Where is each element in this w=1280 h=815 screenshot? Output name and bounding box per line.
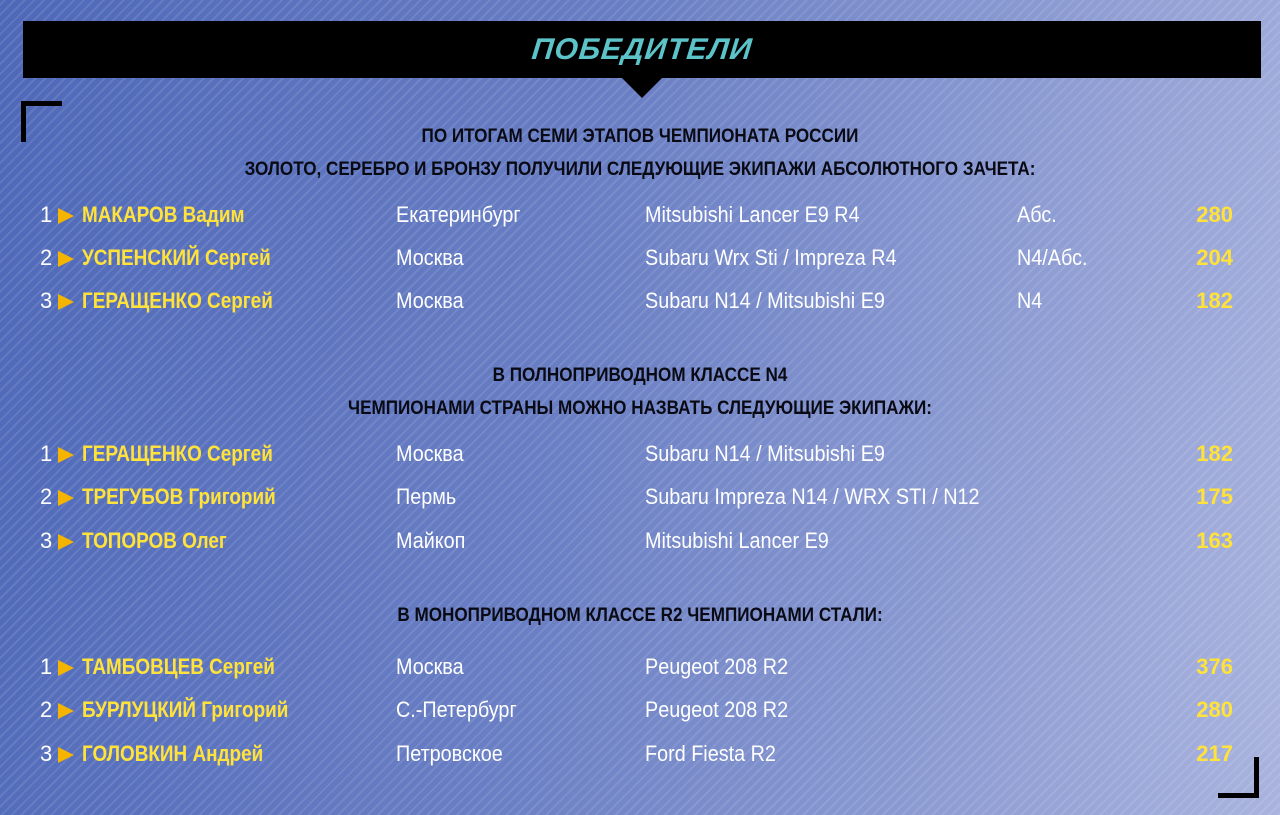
- table-row: [0, 241, 1280, 275]
- driver-points: 280: [1196, 202, 1233, 227]
- driver-points: 204: [1196, 245, 1233, 270]
- heading-line: ЧЕМПИОНАМИ СТРАНЫ МОЖНО НАЗВАТЬ СЛЕДУЮЩИЕ ЭКИПАЖИ:: [348, 398, 932, 419]
- driver-name: ГЕРАЩЕНКО Сергей: [82, 441, 273, 466]
- table-row: [0, 524, 1280, 558]
- position-number: 2: [40, 484, 53, 509]
- table-row: [0, 650, 1280, 684]
- heading-line: ПО ИТОГАМ СЕМИ ЭТАПОВ ЧЕМПИОНАТА РОССИИ: [421, 126, 859, 147]
- table-row: [0, 737, 1280, 771]
- driver-name: ТАМБОВЦЕВ Сергей: [82, 654, 275, 679]
- position-number: 1: [40, 202, 53, 227]
- position-number: 3: [40, 288, 53, 313]
- driver-name: БУРЛУЦКИЙ Григорий: [82, 697, 289, 722]
- play-arrow-icon: [58, 703, 74, 719]
- driver-class: Абс.: [1017, 202, 1057, 227]
- driver-car: Subaru Impreza N14 / WRX STI / N12: [645, 484, 980, 509]
- table-row: [0, 693, 1280, 727]
- section-heading-n4: [64, 359, 1216, 425]
- play-arrow-icon: [58, 747, 74, 763]
- play-arrow-icon: [58, 660, 74, 676]
- driver-city: Москва: [396, 288, 464, 313]
- position-number: 3: [40, 741, 53, 766]
- driver-city: Москва: [396, 441, 464, 466]
- driver-name: ТРЕГУБОВ Григорий: [82, 484, 276, 509]
- driver-points: 280: [1196, 697, 1233, 722]
- driver-car: Mitsubishi Lancer E9 R4: [645, 202, 860, 227]
- table-row: [0, 284, 1280, 318]
- play-arrow-icon: [58, 251, 74, 267]
- driver-car: Subaru Wrx Sti / Impreza R4: [645, 245, 897, 270]
- play-arrow-icon: [58, 534, 74, 550]
- driver-car: Subaru N14 / Mitsubishi E9: [645, 441, 885, 466]
- corner-bracket-top-left: [21, 101, 62, 142]
- driver-name: УСПЕНСКИЙ Сергей: [82, 245, 271, 270]
- position-number: 2: [40, 245, 53, 270]
- table-row: [0, 437, 1280, 471]
- play-arrow-icon: [58, 208, 74, 224]
- position-number: 2: [40, 697, 53, 722]
- driver-city: Пермь: [396, 484, 457, 509]
- driver-car: Peugeot 208 R2: [645, 654, 789, 679]
- driver-points: 182: [1196, 441, 1233, 466]
- driver-name: ГОЛОВКИН Андрей: [82, 741, 264, 766]
- driver-class: N4/Абс.: [1017, 245, 1088, 270]
- driver-city: С.-Петербург: [396, 697, 517, 722]
- section-heading-absolute: [64, 120, 1216, 186]
- driver-points: 182: [1196, 288, 1233, 313]
- play-arrow-icon: [58, 294, 74, 310]
- heading-line: В МОНОПРИВОДНОМ КЛАССЕ R2 ЧЕМПИОНАМИ СТАЛИ:: [397, 605, 883, 626]
- driver-car: Peugeot 208 R2: [645, 697, 789, 722]
- play-arrow-icon: [58, 447, 74, 463]
- play-arrow-icon: [58, 490, 74, 506]
- driver-points: 217: [1196, 741, 1233, 766]
- position-number: 1: [40, 654, 53, 679]
- driver-class: N4: [1017, 288, 1043, 313]
- driver-city: Майкоп: [396, 528, 466, 553]
- driver-city: Петровское: [396, 741, 503, 766]
- driver-points: 175: [1196, 484, 1233, 509]
- page-title: ПОБЕДИТЕЛИ: [530, 32, 754, 66]
- heading-line: ЗОЛОТО, СЕРЕБРО И БРОНЗУ ПОЛУЧИЛИ СЛЕДУЮЩИЕ ЭКИПАЖИ АБСОЛЮТНОГО ЗАЧЕТА:: [244, 159, 1036, 180]
- driver-name: ТОПОРОВ Олег: [82, 528, 227, 553]
- title-banner: [23, 21, 1261, 78]
- driver-points: 376: [1196, 654, 1233, 679]
- driver-city: Екатеринбург: [396, 202, 521, 227]
- table-row: [0, 480, 1280, 514]
- driver-name: МАКАРОВ Вадим: [82, 202, 245, 227]
- driver-car: Subaru N14 / Mitsubishi E9: [645, 288, 885, 313]
- driver-name: ГЕРАЩЕНКО Сергей: [82, 288, 273, 313]
- driver-city: Москва: [396, 245, 464, 270]
- driver-city: Москва: [396, 654, 464, 679]
- section-heading-r2: [64, 599, 1216, 632]
- driver-car: Mitsubishi Lancer E9: [645, 528, 829, 553]
- table-row: [0, 198, 1280, 232]
- driver-car: Ford Fiesta R2: [645, 741, 776, 766]
- position-number: 3: [40, 528, 53, 553]
- driver-points: 163: [1196, 528, 1233, 553]
- position-number: 1: [40, 441, 53, 466]
- heading-line: В ПОЛНОПРИВОДНОМ КЛАССЕ N4: [492, 365, 788, 386]
